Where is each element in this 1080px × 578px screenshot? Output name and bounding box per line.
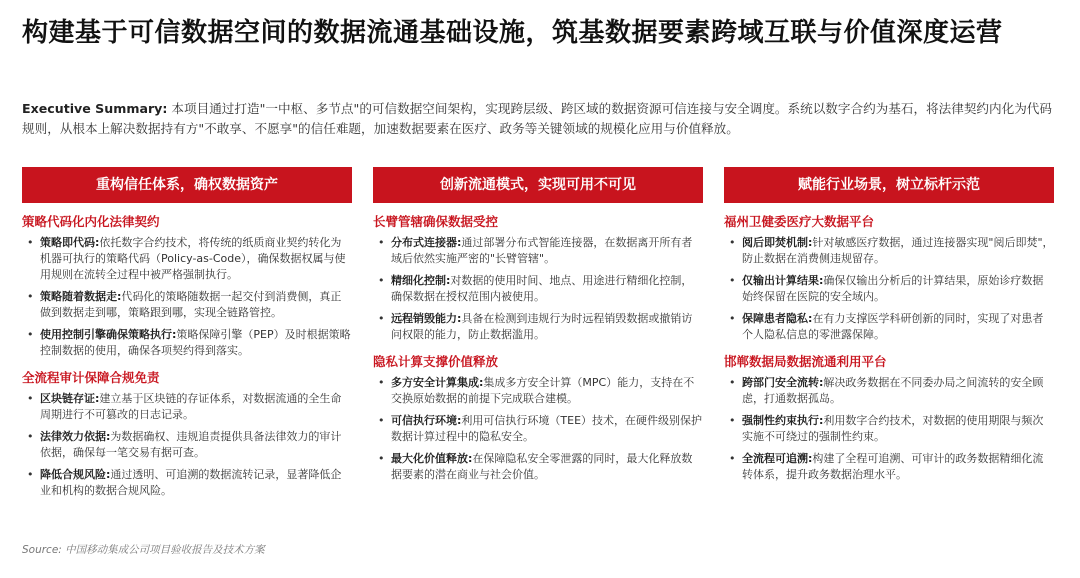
bullet-term: 精细化控制: [391, 274, 451, 287]
bullet-item [724, 413, 1054, 445]
section-title: 策略代码化内化法律契约 [22, 214, 160, 229]
section [22, 213, 352, 359]
bullet-item [22, 391, 352, 423]
column-header: 创新流通模式，实现可用不可见 [373, 167, 703, 203]
section-title: 长臂管辖确保数据受控 [373, 214, 499, 229]
bullet-item [373, 375, 703, 407]
bullet-term: 仅输出计算结果: [742, 274, 824, 287]
bullet-text: 依托数字合约技术，将传统的纸质商业契约转化为机器可执行的策略代码（Policy-as-Code），确保数据权属与使用规则在流转全过程中被严格强制执行。 [40, 236, 346, 281]
bullet-item [724, 375, 1054, 407]
bullet-text: 对数据的使用时间、地点、用途进行精细化控制，确保数据在授权范围内被使用。 [391, 274, 693, 303]
section [724, 353, 1054, 483]
section-title: 隐私计算支撑价值释放 [373, 354, 499, 369]
bullet-text: 具备在检测到违规行为时远程销毁数据或撤销访问权限的能力，防止数据滥用。 [391, 312, 693, 341]
section-title: 邯郸数据局数据流通利用平台 [724, 354, 887, 369]
bullet-item [724, 273, 1054, 305]
bullet-term: 强制性约束执行: [742, 414, 824, 427]
bullet-text: 为数据确权、违规追责提供具备法律效力的审计依据，确保每一笔交易有据可查。 [40, 430, 342, 459]
bullet-item [373, 273, 703, 305]
bullet-term: 分布式连接器: [391, 236, 462, 249]
column-industry [724, 167, 1054, 489]
bullet-term: 策略随着数据走: [40, 290, 122, 303]
bullet-term: 全流程可追溯: [742, 452, 813, 465]
bullet-text: 在有力支撑医学科研创新的同时，实现了对患者个人隐私信息的零泄露保障。 [742, 312, 1044, 341]
section [724, 213, 1054, 343]
bullet-item [22, 467, 352, 499]
bullet-item [724, 235, 1054, 267]
bullet-text: 通过部署分布式智能连接器，在数据离开所有者域后依然实施严密的"长臂管辖"。 [391, 236, 693, 265]
bullet-text: 通过透明、可追溯的数据流转记录，显著降低企业和机构的数据合规风险。 [40, 468, 342, 497]
bullet-term: 多方安全计算集成: [391, 376, 484, 389]
source-note: Source: 中国移动集成公司项目验收报告及技术方案 [22, 544, 265, 556]
bullet-item [22, 235, 352, 283]
bullet-term: 远程销毁能力: [391, 312, 462, 325]
page-title: 构建基于可信数据空间的数据流通基础设施，筑基数据要素跨域互联与价值深度运营 [22, 18, 1003, 48]
bullet-item [373, 413, 703, 445]
bullet-item [724, 311, 1054, 343]
bullet-term: 阅后即焚机制: [742, 236, 813, 249]
bullet-term: 降低合规风险: [40, 468, 111, 481]
section [22, 369, 352, 499]
bullet-item [724, 451, 1054, 483]
bullet-term: 跨部门安全流转: [742, 376, 824, 389]
bullet-term: 区块链存证: [40, 392, 100, 405]
summary-text: 本项目通过打造"一中枢、多节点"的可信数据空间架构，实现跨层级、跨区域的数据资源可信连接与安全调度。系统以数字合约为基石，将法律契约内化为代码规则，从根本上解决数据持有方"不敢享、不愿享"的信任难题，加速数据要素在医疗、政务等关键领域的规模化应用与价值释放。 [22, 101, 1052, 136]
bullet-text: 针对敏感医疗数据，通过连接器实现"阅后即焚"，防止数据在消费侧违规留存。 [742, 236, 1054, 265]
summary-label: Executive Summary: [22, 101, 168, 116]
bullet-term: 法律效力依据: [40, 430, 111, 443]
section-title: 全流程审计保障合规免责 [22, 370, 160, 385]
bullet-text: 利用可信执行环境（TEE）技术，在硬件级别保护数据计算过程中的隐私安全。 [391, 414, 703, 443]
section [373, 353, 703, 483]
bullet-text: 解决政务数据在不同委办局之间流转的安全顾虑，打通数据孤岛。 [742, 376, 1044, 405]
bullet-text: 建立基于区块链的存证体系，对数据流通的全生命周期进行不可篡改的日志记录。 [40, 392, 342, 421]
bullet-item [373, 235, 703, 267]
bullet-item [22, 289, 352, 321]
bullet-text: 策略保障引擎（PEP）及时根据策略控制数据的使用，确保各项契约得到落实。 [40, 328, 351, 357]
bullet-text: 构建了全程可追溯、可审计的政务数据精细化流转体系，提升政务数据治理水平。 [742, 452, 1044, 481]
bullet-term: 可信执行环境: [391, 414, 462, 427]
bullet-text: 代码化的策略随数据一起交付到消费侧，真正做到数据走到哪，策略跟到哪，实现全链路管控。 [40, 290, 342, 319]
executive-summary [22, 99, 1062, 139]
bullet-term: 使用控制引擎确保策略执行: [40, 328, 177, 341]
section [373, 213, 703, 343]
column-innovation [373, 167, 703, 489]
column-header: 赋能行业场景，树立标杆示范 [724, 167, 1054, 203]
bullet-item [22, 327, 352, 359]
bullet-term: 策略即代码: [40, 236, 100, 249]
bullet-text: 确保仅输出分析后的计算结果，原始诊疗数据始终保留在医院的安全域内。 [742, 274, 1044, 303]
bullet-text: 集成多方安全计算（MPC）能力，支持在不交换原始数据的前提下完成联合建模。 [391, 376, 695, 405]
bullet-item [22, 429, 352, 461]
section-title: 福州卫健委医疗大数据平台 [724, 214, 875, 229]
bullet-item [373, 451, 703, 483]
bullet-text: 在保障隐私安全零泄露的同时，最大化释放数据要素的潜在商业与社会价值。 [391, 452, 693, 481]
bullet-item [373, 311, 703, 343]
column-header: 重构信任体系，确权数据资产 [22, 167, 352, 203]
column-trust [22, 167, 352, 505]
bullet-text: 利用数字合约技术，对数据的使用期限与频次实施不可绕过的强制性约束。 [742, 414, 1044, 443]
bullet-term: 最大化价值释放: [391, 452, 473, 465]
bullet-term: 保障患者隐私: [742, 312, 813, 325]
